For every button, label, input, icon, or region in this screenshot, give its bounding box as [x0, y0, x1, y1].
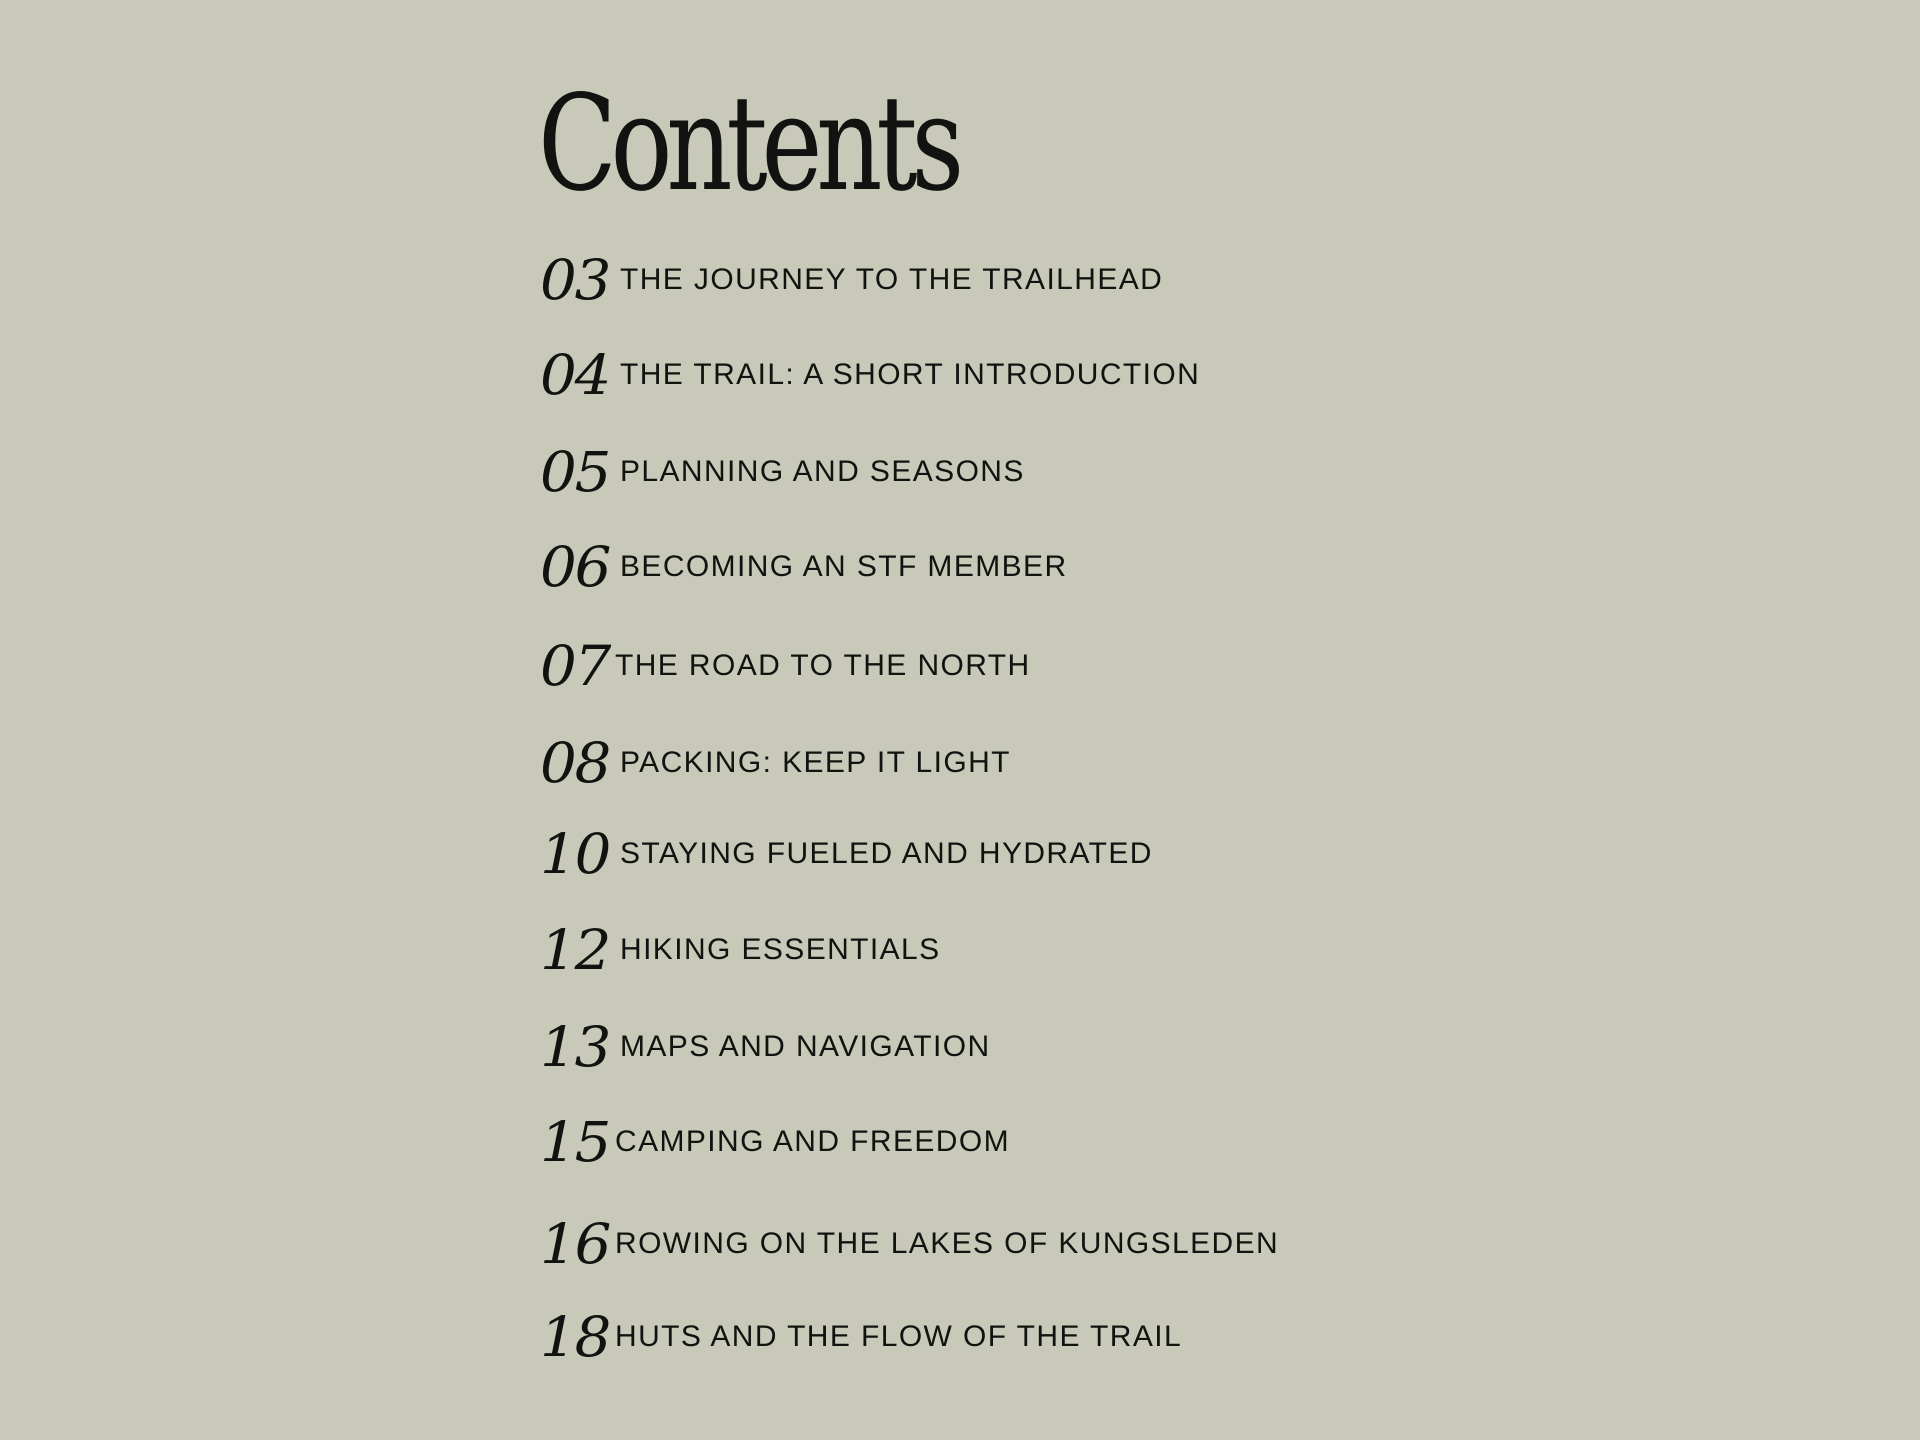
contents-entry[interactable]	[540, 630, 1440, 702]
page-number: 13	[540, 1014, 610, 1079]
page-number: 10	[540, 821, 610, 886]
entry-title: ROWING ON THE LAKES OF KUNGSLEDEN	[615, 1227, 1280, 1260]
page-number: 04	[540, 342, 610, 407]
entry-title: MAPS AND NAVIGATION	[620, 1030, 991, 1063]
entry-title: THE TRAIL: A SHORT INTRODUCTION	[620, 358, 1201, 391]
page-number: 06	[540, 534, 610, 599]
page-number: 05	[540, 439, 610, 504]
contents-entry[interactable]	[540, 914, 1440, 986]
page-number: 07	[540, 633, 610, 698]
contents-entry[interactable]	[540, 727, 1440, 799]
contents-entry[interactable]	[540, 531, 1440, 603]
page-number: 03	[540, 247, 610, 312]
entry-title: HIKING ESSENTIALS	[620, 933, 941, 966]
entry-title: BECOMING AN STF MEMBER	[620, 550, 1068, 583]
contents-entry[interactable]	[540, 244, 1440, 316]
page-number: 15	[540, 1109, 610, 1174]
page-number: 16	[540, 1211, 610, 1276]
contents-entry[interactable]	[540, 818, 1440, 890]
entry-title: PACKING: KEEP IT LIGHT	[620, 746, 1011, 779]
page-number: 12	[540, 917, 610, 982]
contents-entry[interactable]	[540, 339, 1440, 411]
entry-title: THE JOURNEY TO THE TRAILHEAD	[620, 263, 1164, 296]
contents-entry[interactable]	[540, 436, 1440, 508]
page-number: 08	[540, 730, 610, 795]
contents-entry[interactable]	[540, 1011, 1440, 1083]
contents-entry[interactable]	[540, 1106, 1440, 1178]
entry-title: STAYING FUELED AND HYDRATED	[620, 837, 1153, 870]
entry-title: PLANNING AND SEASONS	[620, 455, 1025, 488]
page-number: 18	[540, 1304, 610, 1369]
contents-entry[interactable]	[540, 1208, 1440, 1280]
entry-title: CAMPING AND FREEDOM	[615, 1125, 1010, 1158]
entry-title: THE ROAD TO THE NORTH	[615, 649, 1031, 682]
entry-title: HUTS AND THE FLOW OF THE TRAIL	[615, 1320, 1183, 1353]
page-title: Contents	[538, 67, 958, 221]
contents-entry[interactable]	[540, 1301, 1440, 1373]
